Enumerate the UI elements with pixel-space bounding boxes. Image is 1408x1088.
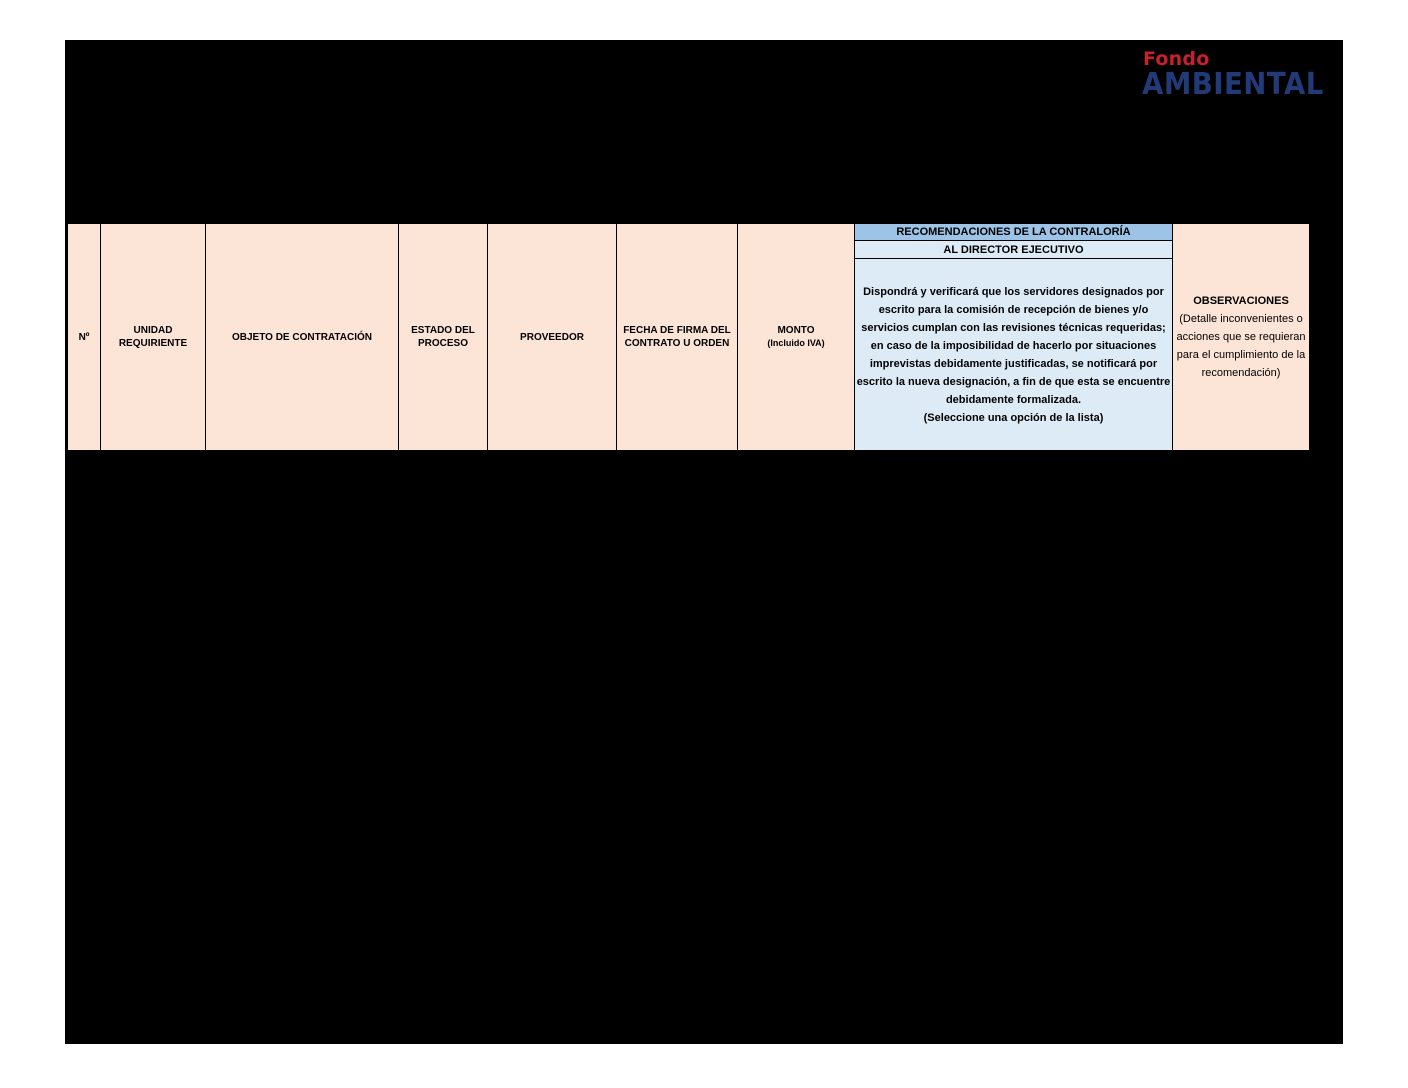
header-monto — [738, 224, 855, 451]
recomendaciones-title: RECOMENDACIONES DE LA CONTRALORÍA — [896, 226, 1131, 238]
header-fecha-label: FECHA DE FIRMA DEL CONTRATO U ORDEN — [623, 325, 731, 349]
header-proveedor — [488, 224, 617, 451]
observaciones-body: (Detalle inconvenientes o acciones que se requieran para el cumplimiento de la recomendación) — [1176, 313, 1306, 379]
fondo-ambiental-logo — [1142, 48, 1342, 108]
recomendaciones-body-cell — [855, 259, 1173, 451]
observaciones-title: OBSERVACIONES — [1193, 295, 1289, 307]
header-monto-label: MONTO — [777, 325, 815, 336]
recomendaciones-note: (Seleccione una opción de la lista) — [923, 411, 1104, 424]
header-num — [68, 224, 101, 451]
recomendaciones-title-cell — [855, 224, 1173, 241]
recomendaciones-subtitle: AL DIRECTOR EJECUTIVO — [943, 243, 1084, 256]
header-objeto-contratacion — [206, 224, 399, 451]
header-table — [67, 223, 1310, 451]
header-objeto-label: OBJETO DE CONTRATACIÓN — [231, 331, 372, 343]
header-monto-sublabel: (Incluido IVA) — [767, 338, 825, 348]
header-proveedor-label: PROVEEDOR — [520, 331, 584, 343]
recomendaciones-body: Dispondrá y verificará que los servidores designados por escrito para la comisión de recepción de bienes y/o servicios cumplan con las revisiones técnicas requeridas; en caso de la imposibilidad de hacerlo por situaciones imprevistas debidamente justificadas, se notificará por escrito la nueva designación, a fin de que esta se encuentre debidamente formalizada. — [856, 285, 1171, 406]
header-fecha-firma — [617, 224, 738, 451]
header-num-label: Nº — [78, 331, 90, 343]
header-unidad-requiriente — [101, 224, 206, 451]
logo-line-ambiental: AMBIENTAL — [1142, 67, 1324, 102]
page-background — [65, 40, 1343, 1044]
header-unidad-label: UNIDAD REQUIRIENTE — [118, 325, 188, 349]
header-estado-proceso — [399, 224, 488, 451]
logo-line-fondo: Fondo — [1143, 48, 1210, 70]
recomendaciones-subtitle-cell — [855, 241, 1173, 259]
header-estado-label: ESTADO DEL PROCESO — [411, 325, 475, 349]
header-observaciones — [1173, 224, 1310, 451]
